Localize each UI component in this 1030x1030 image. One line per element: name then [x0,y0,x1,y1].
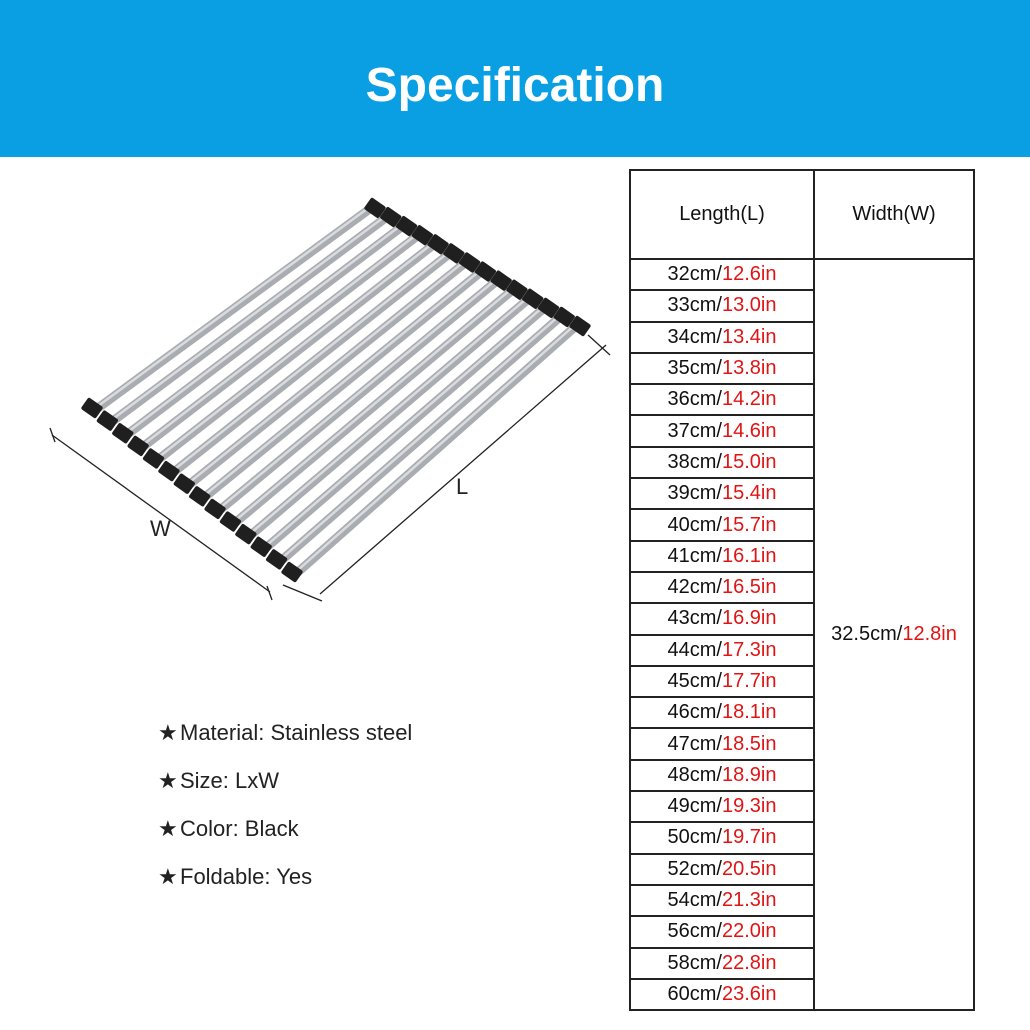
length-cell [630,791,814,822]
length-cell [630,666,814,697]
drying-rack-illustration [0,160,620,640]
feature-text: Size: LxW [180,768,280,793]
length-in: 19.7in [721,826,777,849]
length-cm: 56cm/ [667,920,722,943]
length-in: 14.6in [721,419,777,442]
length-cm: 34cm/ [667,325,722,348]
length-in: 22.0in [721,920,777,943]
length-cell [630,447,814,478]
length-cm: 54cm/ [667,889,722,912]
width-cell [814,259,974,1010]
feature-item [158,764,598,812]
feature-item [158,716,598,764]
length-cell [630,541,814,572]
length-cell [630,478,814,509]
length-cell [630,728,814,759]
length-cell [630,979,814,1010]
width-cm: 32.5cm/ [831,623,903,646]
length-cell [630,885,814,916]
length-cm: 50cm/ [667,826,722,849]
length-in: 13.8in [721,357,777,380]
length-cm: 36cm/ [667,388,722,411]
length-cell [630,322,814,353]
star-icon: ★ [158,864,178,889]
length-cm: 40cm/ [667,513,722,536]
length-cm: 33cm/ [667,294,722,317]
length-cell [630,697,814,728]
length-cm: 52cm/ [667,857,722,880]
star-icon: ★ [158,768,178,793]
length-cm: 58cm/ [667,951,722,974]
length-in: 22.8in [721,951,777,974]
feature-text: Foldable: Yes [180,864,313,889]
length-cell [630,760,814,791]
length-in: 17.7in [721,670,777,692]
length-cell [630,353,814,384]
length-cm: 47cm/ [667,732,722,755]
length-cm: 60cm/ [667,982,722,1005]
length-in: 16.9in [721,607,777,630]
length-cm: 38cm/ [667,450,722,473]
length-cm: 42cm/ [667,576,722,599]
length-in: 18.9in [721,763,777,786]
length-in: 18.5in [721,732,777,755]
width-header: Width(W) [814,170,974,259]
length-in: 16.1in [721,544,777,567]
length-cell [630,259,814,290]
length-label: L [456,474,469,499]
length-cell [630,572,814,603]
length-cm: 35cm/ [667,357,722,380]
length-in: 13.0in [721,294,777,317]
feature-item [158,812,598,860]
length-cell [630,854,814,885]
length-in: 12.6in [721,263,777,286]
feature-text: Color: Black [180,816,299,841]
length-cm: 44cm/ [667,638,722,661]
length-header: Length(L) [630,170,814,259]
length-cell [630,948,814,979]
length-in: 19.3in [721,795,777,818]
length-cell [630,916,814,947]
length-in: 18.1in [721,701,777,724]
length-cell [630,509,814,540]
length-in: 15.7in [721,513,777,536]
feature-item [158,860,598,908]
length-cell [630,603,814,634]
star-icon: ★ [158,720,178,745]
length-cell [630,290,814,321]
width-label: W [150,516,171,541]
feature-list [158,716,598,908]
length-in: 14.2in [721,388,777,411]
length-cm: 32cm/ [667,263,722,286]
length-cm: 45cm/ [667,670,722,692]
feature-text: Material: Stainless steel [180,720,413,745]
length-in: 15.0in [721,450,777,473]
length-cell [630,822,814,853]
length-cm: 48cm/ [667,763,722,786]
length-in: 23.6in [721,982,777,1005]
length-in: 13.4in [721,325,777,348]
header-banner [0,0,1030,157]
length-cm: 39cm/ [667,482,722,505]
length-in: 20.5in [721,857,777,880]
length-cell [630,384,814,415]
length-cm: 49cm/ [667,795,722,818]
length-cell [630,415,814,446]
length-cm: 37cm/ [667,419,722,442]
size-table [629,169,975,1007]
length-cm: 46cm/ [667,701,722,724]
rack-rod [206,272,482,497]
table-row [630,259,974,290]
length-in: 15.4in [721,482,777,505]
length-in: 21.3in [721,889,777,912]
length-cm: 41cm/ [667,544,722,567]
length-cell [630,635,814,666]
page-title: Specification [365,59,665,112]
product-diagram [0,160,620,640]
length-cm: 43cm/ [667,607,722,630]
width-in: 12.8in [902,623,957,646]
star-icon: ★ [158,816,178,841]
length-in: 16.5in [721,576,777,599]
length-in: 17.3in [721,638,777,661]
